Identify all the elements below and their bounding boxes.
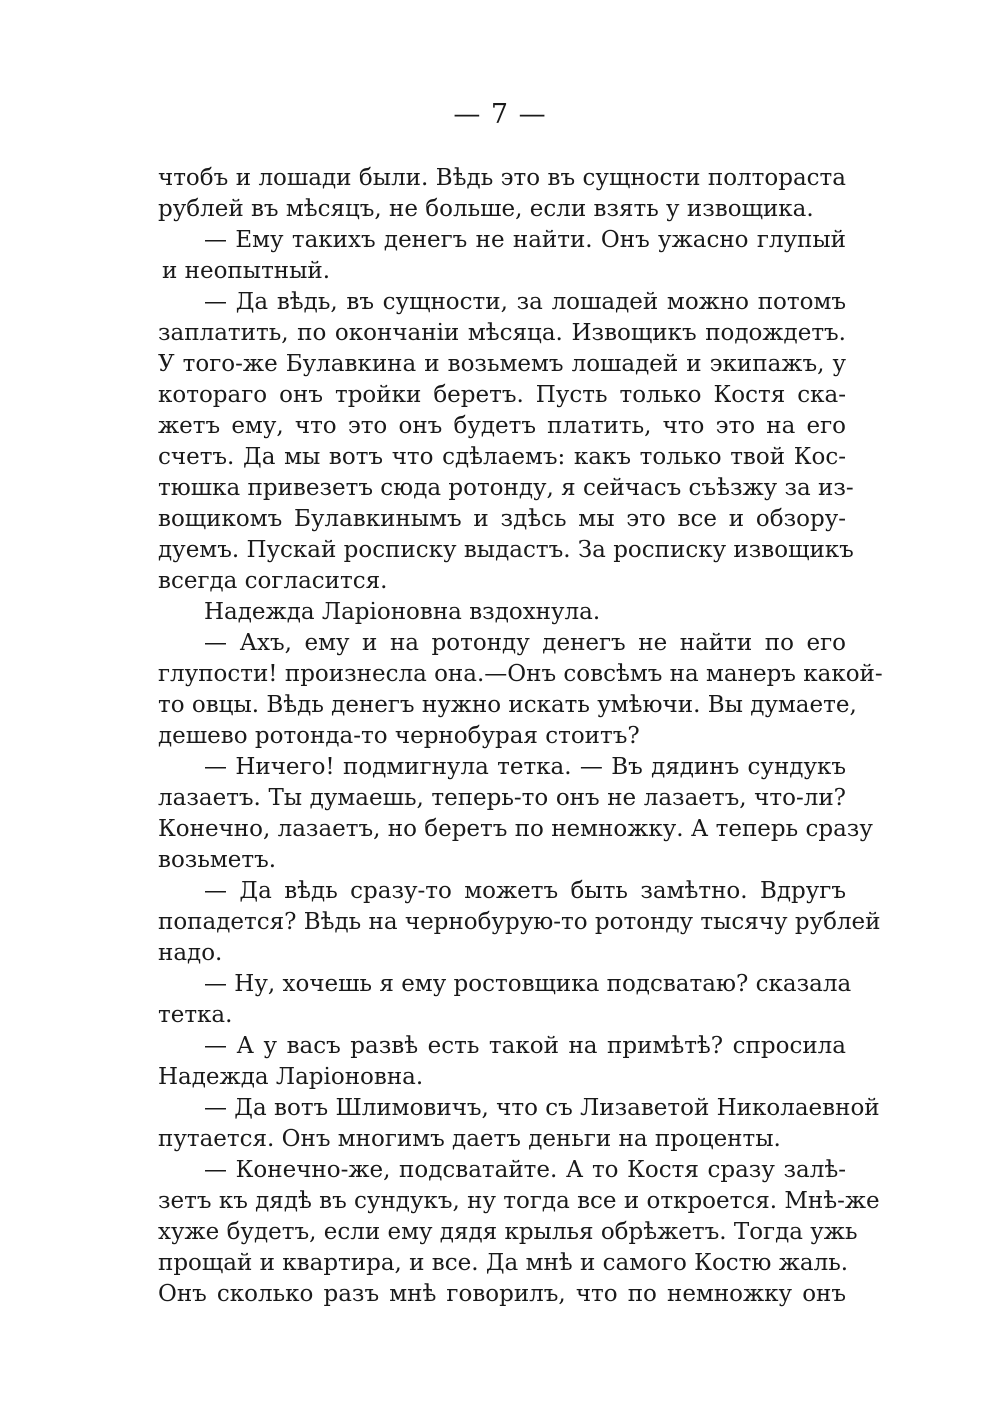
text-line: жетъ ему, что это онъ будетъ платить, что это на его	[158, 413, 846, 439]
text-line: рублей въ мѣсяцъ, не больше, если взять у извощика.	[158, 196, 814, 222]
text-line: дешево ротонда-то чернобурая стоитъ?	[158, 723, 640, 749]
text-line: глупости! произнесла она.—Онъ совсѣмъ на манеръ какой-	[158, 661, 883, 687]
text-line: хуже будетъ, если ему дядя крылья обрѣжетъ. Тогда ужь	[158, 1219, 858, 1245]
text-line: прощай и квартира, и все. Да мнѣ и самого Костю жаль.	[158, 1250, 849, 1276]
text-line: возьметъ.	[158, 847, 277, 873]
text-line: счетъ. Да мы вотъ что сдѣлаемъ: какъ только твой Кос-	[158, 444, 846, 470]
text-line: вощикомъ Булавкинымъ и здѣсь мы это все и обзору-	[158, 506, 846, 532]
text-line: — Ну, хочешь я ему ростовщика подсватаю? сказала	[204, 971, 852, 997]
text-line: — А у васъ развѣ есть такой на примѣтѣ? спросила	[204, 1033, 846, 1059]
text-line: — Конечно-же, подсватайте. А то Костя сразу залѣ-	[204, 1157, 846, 1183]
text-line: чтобъ и лошади были. Вѣдь это въ сущности полтораста	[158, 165, 846, 191]
text-line: котораго онъ тройки беретъ. Пусть только Костя ска-	[158, 382, 846, 408]
text-line: всегда согласится.	[158, 568, 388, 594]
text-line: Надежда Ларіоновна.	[158, 1064, 424, 1090]
text-line: и неопытный.	[162, 258, 331, 284]
text-line: попадется? Вѣдь на чернобурую-то ротонду тысячу рублей	[158, 909, 881, 935]
text-line: тюшка привезетъ сюда ротонду, я сейчасъ съѣзжу за из-	[158, 475, 854, 501]
text-line: путается. Онъ многимъ даетъ деньги на проценты.	[158, 1126, 781, 1152]
text-line: надо.	[158, 940, 223, 966]
text-line: — Ему такихъ денегъ не найти. Онъ ужасно глупый	[204, 227, 846, 253]
text-line: У того-же Булавкина и возьмемъ лошадей и экипажъ, у	[158, 351, 846, 377]
text-line: заплатить, по окончаніи мѣсяца. Извощикъ подождетъ.	[158, 320, 846, 346]
text-line: лазаетъ. Ты думаешь, теперь-то онъ не лазаетъ, что-ли?	[158, 785, 846, 811]
text-line: тетка.	[158, 1002, 233, 1028]
text-line: зетъ къ дядѣ въ сундукъ, ну тогда все и откроется. Мнѣ-же	[158, 1188, 880, 1214]
text-line: — Да вотъ Шлимовичъ, что съ Лизаветой Николаевной	[204, 1095, 880, 1121]
text-line: Онъ сколько разъ мнѣ говорилъ, что по немножку онъ	[158, 1281, 846, 1307]
text-line: — Да вѣдь, въ сущности, за лошадей можно потомъ	[204, 289, 846, 315]
text-line: то овцы. Вѣдь денегъ нужно искать умѣючи. Вы думаете,	[158, 692, 857, 718]
text-line: дуемъ. Пускай росписку выдастъ. За росписку извощикъ	[158, 537, 854, 563]
text-line: — Ахъ, ему и на ротонду денегъ не найти по его	[204, 630, 846, 656]
text-line: Надежда Ларіоновна вздохнула.	[204, 599, 601, 625]
text-line: — Да вѣдь сразу-то можетъ быть замѣтно. Вдругъ	[204, 878, 846, 904]
page-text	[158, 163, 883, 1310]
text-line: — Ничего! подмигнула тетка. — Въ дядинъ сундукъ	[204, 754, 846, 780]
text-line: Конечно, лазаетъ, но беретъ по немножку. А теперь сразу	[158, 816, 873, 842]
page-number: — 7 —	[453, 99, 547, 130]
